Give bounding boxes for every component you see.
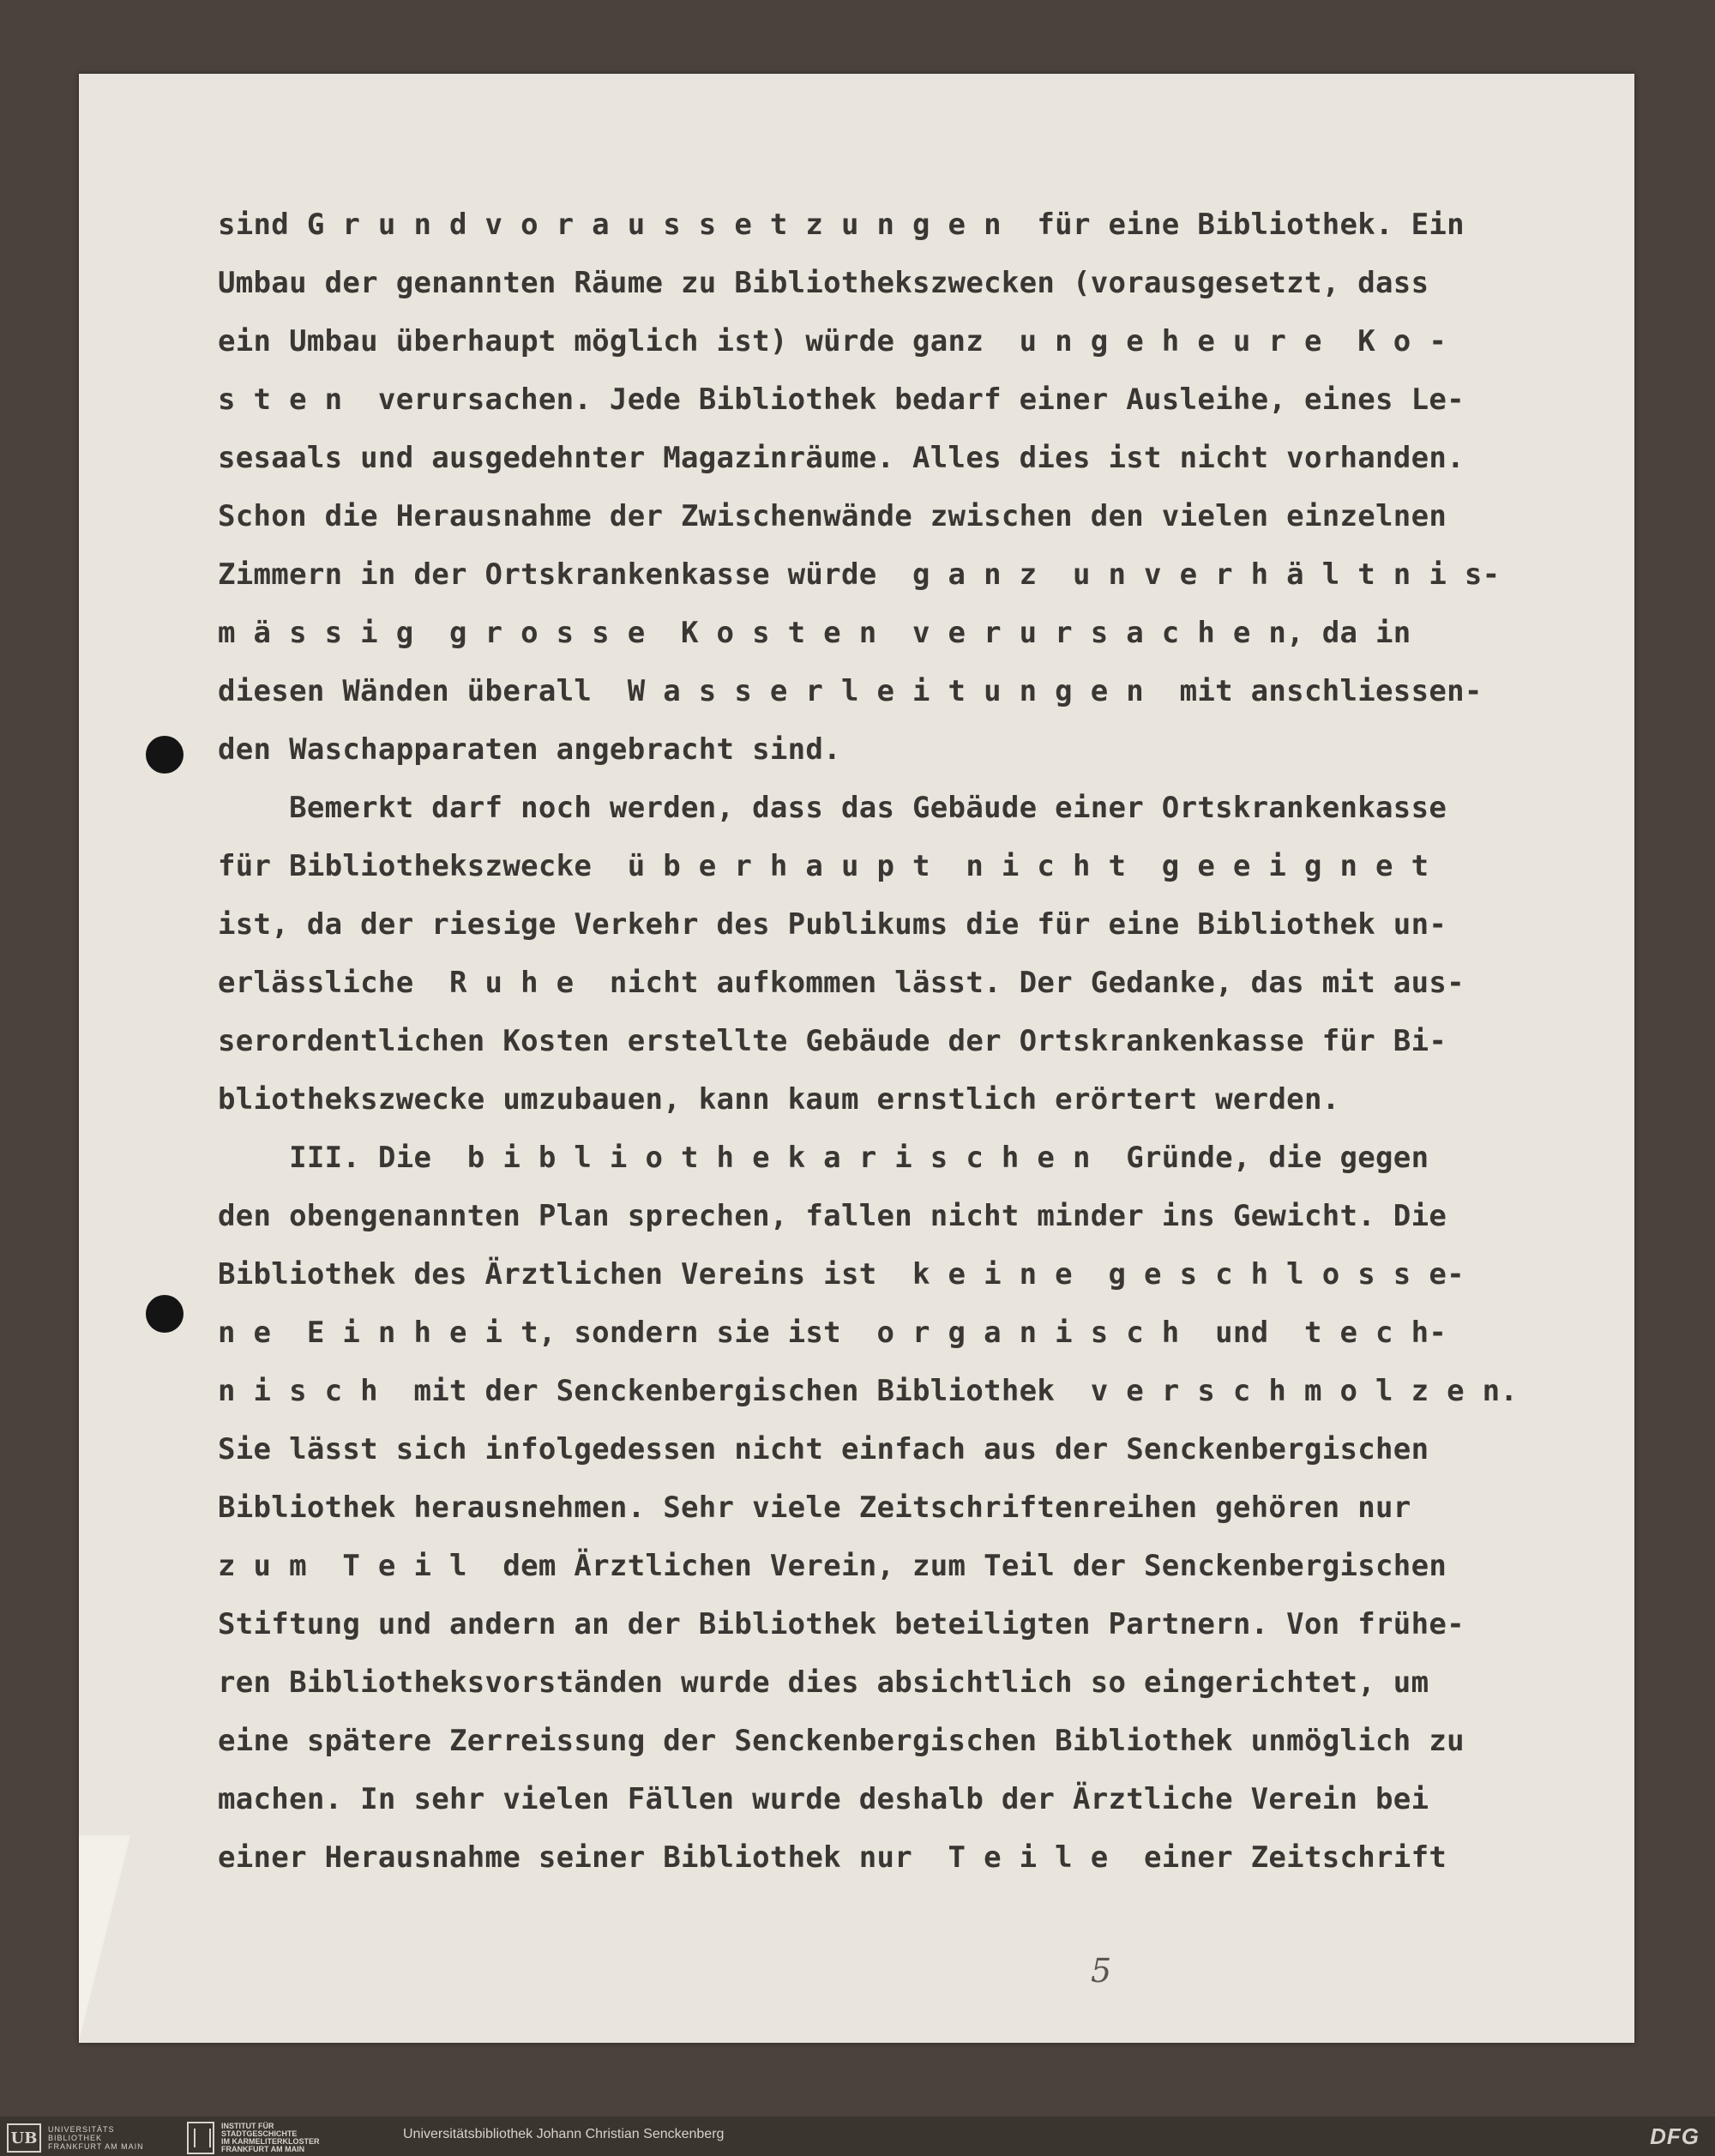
text-line: ren Bibliotheksvorständen wurde dies absichtlich so eingerichtet, um — [218, 1665, 1429, 1700]
dfg-logo[interactable]: DFG — [1650, 2123, 1700, 2149]
typewritten-text — [218, 196, 1607, 1887]
text-line: Schon die Herausnahme der Zwischenwände zwischen den vielen einzelnen — [218, 499, 1447, 533]
text-line: Bemerkt darf noch werden, dass das Gebäude einer Ortskrankenkasse — [218, 791, 1447, 825]
text-line: einer Herausnahme seiner Bibliothek nur T e i l e einer Zeitschrift — [218, 1840, 1447, 1875]
text-line: serordentlichen Kosten erstellte Gebäude der Ortskrankenkasse für Bi- — [218, 1024, 1447, 1058]
text-line: Bibliothek herausnehmen. Sehr viele Zeitschriftenreihen gehören nur — [218, 1491, 1411, 1525]
text-line: ein Umbau überhaupt möglich ist) würde ganz u n g e h e u r e K o - — [218, 324, 1447, 358]
punch-hole-lower — [146, 1295, 184, 1333]
text-line: s t e n verursachen. Jede Bibliothek bedarf einer Ausleihe, eines Le- — [218, 382, 1465, 417]
page-corner-fold — [79, 1835, 130, 2041]
text-line: bliothekszwecke umzubauen, kann kaum ernstlich erörtert werden. — [218, 1082, 1340, 1117]
isg-logo[interactable] — [187, 2122, 320, 2154]
text-line: m ä s s i g g r o s s e K o s t e n v e r u r s a c h e n, da in — [218, 616, 1411, 650]
text-line: n i s c h mit der Senckenbergischen Bibliothek v e r s c h m o l z e n. — [218, 1374, 1519, 1408]
text-line: den obengenannten Plan sprechen, fallen nicht minder ins Gewicht. Die — [218, 1199, 1447, 1233]
isg-logo-text: INSTITUT FÜR STADTGESCHICHTE IM KARMELITERKLOSTER FRANKFURT AM MAIN — [221, 2122, 320, 2153]
text-line: ist, da der riesige Verkehr des Publikums die für eine Bibliothek un- — [218, 907, 1447, 942]
text-line: Bibliothek des Ärztlichen Vereins ist k e i n e g e s c h l o s s e- — [218, 1257, 1465, 1292]
footer-bar — [0, 2117, 1715, 2156]
punch-hole-upper — [146, 736, 184, 774]
page-number: 5 — [1091, 1952, 1112, 1990]
text-line: Sie lässt sich infolgedessen nicht einfach aus der Senckenbergischen — [218, 1432, 1429, 1466]
text-line: diesen Wänden überall W a s s e r l e i t u n g e n mit anschliessen- — [218, 674, 1483, 708]
text-line: Stiftung und andern an der Bibliothek beteiligten Partnern. Von frühe- — [218, 1607, 1465, 1641]
ub-logo[interactable] — [7, 2123, 144, 2153]
text-line: machen. In sehr vielen Fällen wurde deshalb der Ärztliche Verein bei — [218, 1782, 1429, 1816]
library-name: Universitätsbibliothek Johann Christian Senckenberg — [403, 2127, 725, 2141]
text-line: sesaals und ausgedehnter Magazinräume. Alles dies ist nicht vorhanden. — [218, 441, 1465, 475]
ub-logo-text: UNIVERSITÄTS BIBLIOTHEK FRANKFURT AM MAIN — [48, 2125, 144, 2151]
text-line: den Waschapparaten angebracht sind. — [218, 732, 841, 767]
isg-logo-icon — [187, 2122, 214, 2154]
text-line: z u m T e i l dem Ärztlichen Verein, zum Teil der Senckenbergischen — [218, 1549, 1447, 1583]
text-line: Zimmern in der Ortskrankenkasse würde g a n z u n v e r h ä l t n i s- — [218, 557, 1501, 592]
text-line: sind G r u n d v o r a u s s e t z u n g e n für eine Bibliothek. Ein — [218, 208, 1465, 242]
text-line: n e E i n h e i t, sondern sie ist o r g a n i s c h und t e c h- — [218, 1316, 1447, 1350]
text-line: eine spätere Zerreissung der Senckenbergischen Bibliothek unmöglich zu — [218, 1724, 1465, 1758]
text-line: III. Die b i b l i o t h e k a r i s c h e n Gründe, die gegen — [218, 1141, 1429, 1175]
text-line: Umbau der genannten Räume zu Bibliothekszwecken (vorausgesetzt, dass — [218, 266, 1429, 300]
ub-logo-mark: UB — [7, 2123, 41, 2153]
text-line: für Bibliothekszwecke ü b e r h a u p t n i c h t g e e i g n e t — [218, 849, 1429, 883]
text-line: erlässliche R u h e nicht aufkommen lässt. Der Gedanke, das mit aus- — [218, 966, 1465, 1000]
